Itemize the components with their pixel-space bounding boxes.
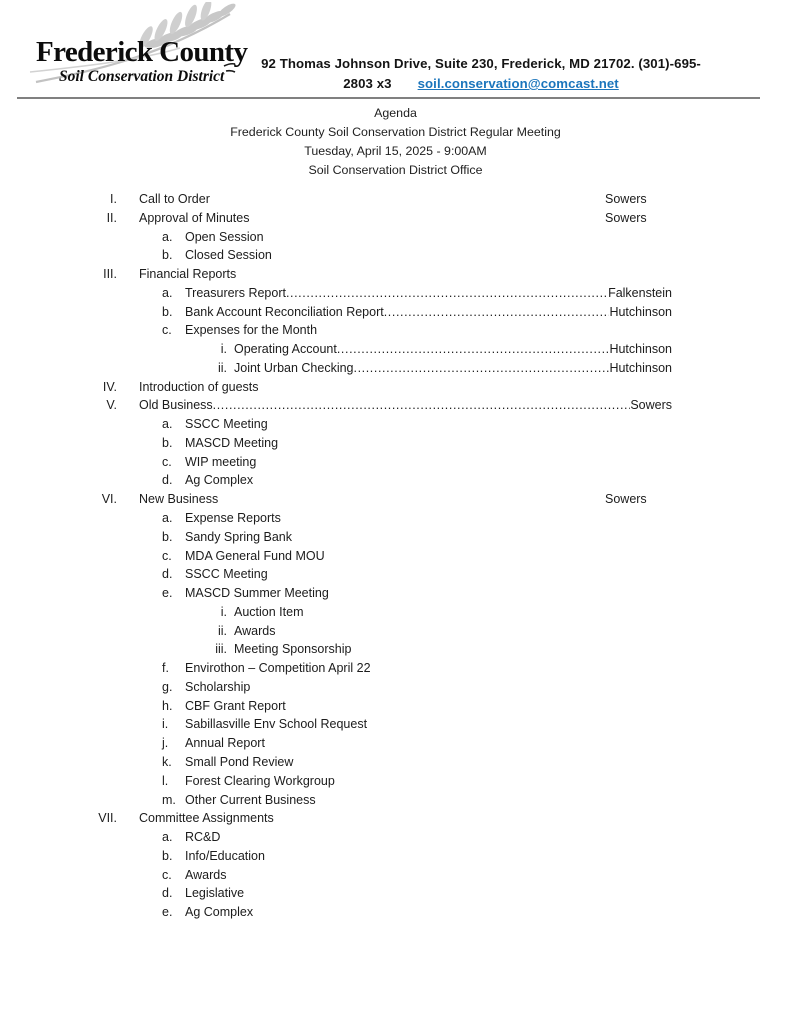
item-number: m. — [162, 792, 176, 807]
agenda-item — [0, 830, 791, 849]
item-number: iii. — [215, 642, 227, 657]
email-link[interactable]: soil.conservation@comcast.net — [417, 76, 619, 91]
leader-dots — [337, 342, 610, 356]
presenter-name: Hutchinson — [609, 342, 672, 357]
item-label: Introduction of guests — [139, 379, 259, 394]
item-label: Committee Assignments — [139, 811, 274, 826]
meeting-datetime: Tuesday, April 15, 2025 - 9:00AM — [304, 144, 487, 158]
item-label: RC&D — [185, 830, 221, 845]
address-line2 — [248, 74, 714, 94]
item-number: g. — [162, 679, 173, 694]
item-label: Ag Complex — [185, 473, 254, 488]
agenda-item — [0, 211, 791, 230]
item-number: b. — [162, 248, 173, 263]
item-label: Closed Session — [185, 248, 272, 263]
item-number: a. — [162, 229, 173, 244]
item-number: e. — [162, 586, 173, 601]
leader-dots — [286, 286, 608, 300]
agenda-item — [0, 811, 791, 830]
agenda-item — [0, 717, 791, 736]
item-number: V. — [106, 398, 117, 413]
agenda-item — [0, 905, 791, 924]
item-label: Forest Clearing Workgroup — [185, 773, 335, 788]
item-label: Old Business — [139, 398, 213, 413]
item-number: I. — [110, 192, 117, 206]
item-label: Legislative — [185, 886, 245, 901]
presenter-name: Falkenstein — [608, 285, 672, 300]
agenda-item — [0, 530, 791, 549]
agenda-item — [0, 361, 791, 380]
agenda-item — [0, 736, 791, 755]
item-label: Small Pond Review — [185, 754, 294, 769]
item-label: Sabillasville Env School Request — [185, 717, 368, 732]
item-number: ii. — [217, 623, 227, 638]
item-label: Annual Report — [185, 736, 265, 751]
item-number: k. — [162, 754, 172, 769]
item-number: e. — [162, 905, 173, 920]
agenda-item — [0, 661, 791, 680]
item-number: IV. — [102, 379, 117, 394]
item-label: WIP meeting — [185, 454, 257, 469]
agenda-item — [0, 511, 791, 530]
item-label: SSCC Meeting — [185, 417, 268, 432]
item-number: ii. — [217, 360, 227, 375]
agenda-heading: Agenda — [374, 106, 417, 120]
item-label: MASCD Meeting — [185, 435, 279, 450]
leader-dots — [213, 398, 631, 412]
item-label: Bank Account Reconciliation Report — [185, 304, 384, 319]
agenda-item — [0, 305, 791, 324]
agenda-item — [0, 567, 791, 586]
agenda-item — [0, 755, 791, 774]
agenda-item — [0, 192, 791, 211]
item-label: Awards — [234, 623, 276, 638]
item-label: New Business — [139, 492, 219, 507]
item-number: c. — [162, 323, 172, 338]
item-number: b. — [162, 435, 173, 450]
presenter-name: Sowers — [605, 492, 647, 507]
item-label: Open Session — [185, 229, 264, 244]
item-number: II. — [106, 210, 117, 225]
meeting-name: Frederick County Soil Conservation District Regular Meeting — [230, 125, 561, 139]
item-label: Financial Reports — [139, 267, 237, 282]
leader-dots — [384, 305, 610, 319]
item-number: a. — [162, 511, 173, 526]
item-number: l. — [162, 773, 169, 788]
header-divider — [17, 97, 760, 99]
item-number: i. — [220, 604, 227, 619]
agenda-item — [0, 492, 791, 511]
item-number: d. — [162, 886, 173, 901]
agenda-item — [0, 267, 791, 286]
item-label: Joint Urban Checking — [234, 360, 354, 375]
item-label: Meeting Sponsorship — [234, 642, 352, 657]
title-block — [0, 104, 791, 180]
presenter-name: Sowers — [605, 210, 647, 225]
agenda-item — [0, 699, 791, 718]
item-label: MASCD Summer Meeting — [185, 586, 329, 601]
item-label: Call to Order — [139, 192, 210, 206]
agenda-item — [0, 624, 791, 643]
item-label: Approval of Minutes — [139, 210, 250, 225]
item-label: Expenses for the Month — [185, 323, 318, 338]
item-number: c. — [162, 548, 172, 563]
logo-title: Frederick County — [36, 36, 248, 68]
agenda-item — [0, 417, 791, 436]
item-number: j. — [162, 736, 169, 751]
item-number: c. — [162, 454, 172, 469]
agenda-item — [0, 286, 791, 305]
item-label: Auction Item — [234, 604, 304, 619]
item-number: h. — [162, 698, 173, 713]
agenda-item — [0, 605, 791, 624]
agenda-item — [0, 473, 791, 492]
agenda-item — [0, 549, 791, 568]
item-label: Awards — [185, 867, 227, 882]
item-label: Treasurers Report — [185, 285, 286, 300]
agenda-item — [0, 342, 791, 361]
item-number: i. — [220, 342, 227, 357]
address-line1: 92 Thomas Johnson Drive, Suite 230, Frederick, MD 21702. (301)-695- — [261, 56, 701, 71]
agenda-item — [0, 886, 791, 905]
item-label: Sandy Spring Bank — [185, 529, 293, 544]
item-number: VII. — [98, 811, 117, 826]
logo-subtitle: Soil Conservation District — [59, 67, 225, 85]
item-label: Info/Education — [185, 848, 265, 863]
logo — [36, 38, 247, 86]
agenda-list — [0, 192, 791, 924]
item-number: c. — [162, 867, 172, 882]
meeting-location: Soil Conservation District Office — [308, 163, 483, 177]
agenda-item — [0, 642, 791, 661]
agenda-item — [0, 774, 791, 793]
item-number: a. — [162, 285, 173, 300]
item-number: a. — [162, 417, 173, 432]
item-number: b. — [162, 529, 173, 544]
item-label: Operating Account — [234, 342, 337, 357]
item-label: MDA General Fund MOU — [185, 548, 325, 563]
agenda-item — [0, 323, 791, 342]
item-label: Scholarship — [185, 679, 251, 694]
agenda-item — [0, 680, 791, 699]
item-number: d. — [162, 567, 173, 582]
agenda-item — [0, 455, 791, 474]
item-label: SSCC Meeting — [185, 567, 268, 582]
item-number: b. — [162, 848, 173, 863]
agenda-item — [0, 436, 791, 455]
agenda-item — [0, 586, 791, 605]
item-number: a. — [162, 830, 173, 845]
agenda-item — [0, 230, 791, 249]
item-label: CBF Grant Report — [185, 698, 286, 713]
item-label: Envirothon – Competition April 22 — [185, 661, 371, 676]
presenter-name: Hutchinson — [609, 360, 672, 375]
presenter-name: Sowers — [630, 398, 672, 413]
agenda-item — [0, 793, 791, 812]
address-block — [248, 54, 714, 94]
item-number: b. — [162, 304, 173, 319]
phone-extension: 2803 x3 — [343, 76, 392, 91]
agenda-item — [0, 248, 791, 267]
item-number: VI. — [101, 492, 117, 507]
item-label: Ag Complex — [185, 905, 254, 920]
presenter-name: Sowers — [605, 192, 647, 206]
item-number: III. — [103, 267, 117, 282]
agenda-item — [0, 868, 791, 887]
presenter-name: Hutchinson — [609, 304, 672, 319]
item-label: Other Current Business — [185, 792, 316, 807]
leader-dots — [354, 361, 610, 375]
item-number: d. — [162, 473, 173, 488]
item-label: Expense Reports — [185, 511, 281, 526]
agenda-item — [0, 849, 791, 868]
item-number: i. — [162, 717, 169, 732]
agenda-item — [0, 380, 791, 399]
item-number: f. — [162, 661, 169, 676]
agenda-item — [0, 398, 791, 417]
